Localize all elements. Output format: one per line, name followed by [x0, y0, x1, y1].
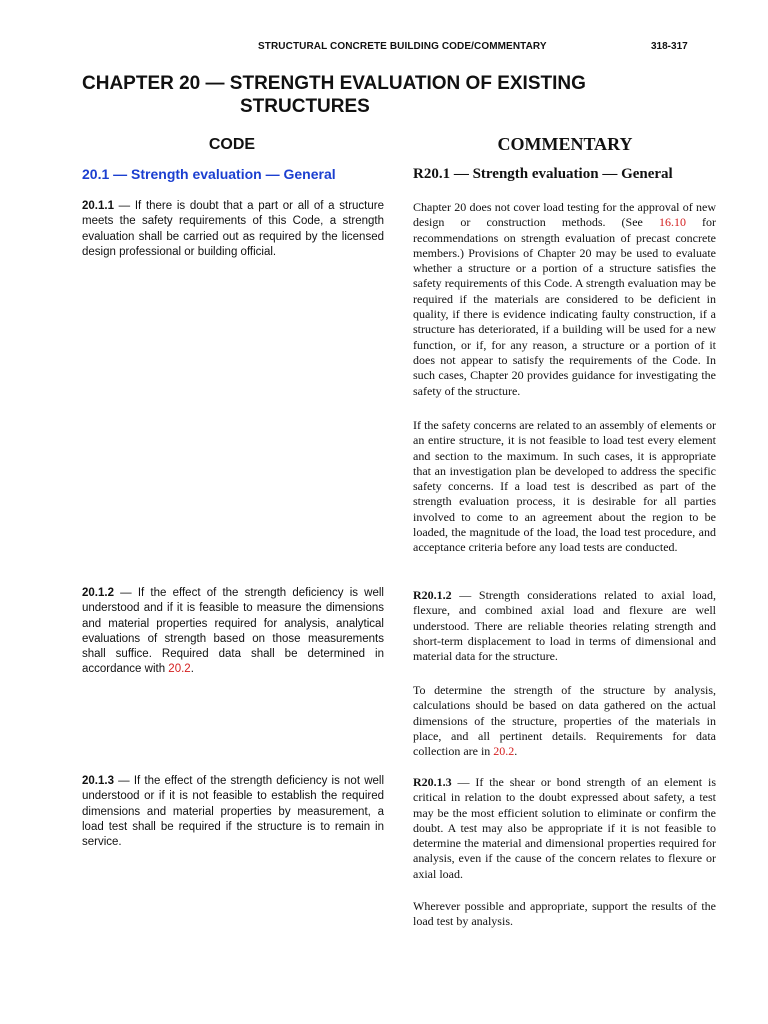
- commentary-paragraph-1: [413, 200, 716, 399]
- cross-reference-link[interactable]: 20.2: [493, 744, 515, 759]
- commentary-provision-number: R20.1.3: [413, 775, 452, 789]
- code-provision-number: 20.1.2: [82, 587, 114, 599]
- code-provision-number: 20.1.1: [82, 200, 114, 212]
- code-paragraph-20-1-1: [82, 199, 384, 260]
- commentary-section-title: R20.1 — Strength evaluation — General: [413, 166, 673, 182]
- code-provision-end: .: [190, 663, 194, 676]
- code-provision-text: — If the effect of the strength deficiency is well understood and if it is feasible to measure the dimensions and material properties required for analysis, analytical evaluations of strength based on those measurements shall suffice. Required data shall be determined in accordance with: [82, 587, 384, 676]
- commentary-paragraph-4: [413, 683, 716, 759]
- cross-reference-link[interactable]: 20.2: [168, 663, 191, 676]
- code-provision-text: — If there is doubt that a part or all of a structure meets the safety requirements of this Code, a strength evaluation shall be carried out as required by the licensed design professional or building official.: [82, 200, 384, 258]
- cross-reference-link[interactable]: 16.10: [658, 215, 686, 230]
- commentary-paragraph-6: Wherever possible and appropriate, support the results of the load test by analysis.: [413, 899, 716, 929]
- commentary-text: Chapter 20 does not cover load testing for the approval of new design or construction methods. (See: [413, 200, 716, 230]
- commentary-paragraph-2: If the safety concerns are related to an assembly of elements or an entire structure, it is not feasible to load test every element and section to the maximum. In such cases, it is appropriate that an investigation plan be developed to address the specific safety concerns. If a load test is described as part of the strength evaluation process, it is desirable for all parties involved to come to an agreement about the region to be loaded, the magnitude of the load, the load test procedure, and acceptance criteria before any load tests are conducted.: [413, 418, 716, 555]
- code-provision-number: 20.1.3: [82, 775, 114, 787]
- code-column-heading: CODE: [208, 136, 256, 153]
- code-paragraph-20-1-2: [82, 586, 384, 678]
- chapter-title-line2: STRUCTURES: [240, 96, 370, 117]
- commentary-column-heading: COMMENTARY: [497, 134, 633, 154]
- code-provision-text: — If the effect of the strength deficiency is not well understood or if it is not feasible to establish the required dimensions and material properties by measurement, a load test shall be required if the structure is to remain in service.: [82, 775, 384, 849]
- commentary-text: — Strength considerations related to axial load, flexure, and combined axial load and flexure are well understood. There are reliable theories relating strength and short-term displacement to load in terms of dimensional and material data for the structure.: [413, 588, 716, 664]
- code-paragraph-20-1-3: [82, 774, 384, 850]
- chapter-title: [82, 72, 722, 118]
- commentary-text-end: .: [514, 744, 518, 759]
- page-number: 318-317: [651, 41, 688, 52]
- commentary-text: To determine the strength of the structure by analysis, calculations should be based on data gathered on the actual dimensions of the structure, properties of the materials in place, and all pertinent details. Requirements for data collection are in: [413, 683, 716, 759]
- commentary-text: for recommendations on strength evaluation of precast concrete members.) Provisions of Chapter 20 may be used to evaluate whether a structure or a portion of a structure satisfies the safety requirements of this Code. A strength evaluation may be required if the materials are considered to be deficient in quality, if there is evidence indicating faulty construction, if a structure has deteriorated, if a building will be used for a new function, or if, for any reason, a structure or a portion of it does not appear to satisfy the requirements of the Code. In such cases, Chapter 20 provides guidance for investigating the safety of the structure.: [413, 215, 716, 398]
- commentary-text: — If the shear or bond strength of an element is critical in relation to the doubt expressed about safety, a test may be the most efficient solution to eliminate or confirm the doubt. A test may also be appropriate if it is not feasible to determine the material and dimensional properties required for analysis, even if the cause of the concern relates to flexure or axial load.: [413, 775, 716, 881]
- commentary-paragraph-r20-1-3: [413, 775, 716, 882]
- chapter-title-line1: CHAPTER 20 — STRENGTH EVALUATION OF EXISTING: [82, 73, 586, 94]
- code-section-title: 20.1 — Strength evaluation — General: [82, 166, 336, 182]
- running-title: STRUCTURAL CONCRETE BUILDING CODE/COMMENTARY: [258, 41, 547, 52]
- commentary-provision-number: R20.1.2: [413, 588, 452, 602]
- commentary-paragraph-r20-1-2: [413, 588, 716, 664]
- running-header: [0, 41, 768, 55]
